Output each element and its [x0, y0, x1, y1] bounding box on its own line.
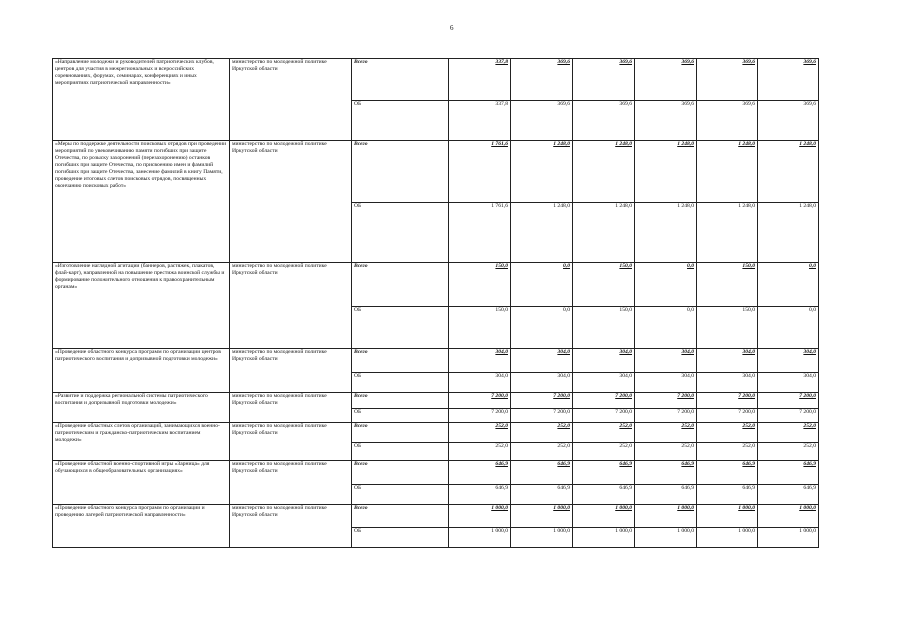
- source-value: 1 248,0: [573, 203, 635, 263]
- total-value: 7 200,0: [758, 393, 819, 409]
- source-value: 252,0: [697, 443, 758, 461]
- table-row: [53, 393, 819, 409]
- activity-name: «Развитие и поддержка региональной системы патриотического воспитания и допризывной подготовки молодежи»: [53, 393, 230, 423]
- total-value: 1 000,0: [449, 505, 511, 528]
- total-value: 252,0: [573, 423, 635, 443]
- total-value: 1 000,0: [758, 505, 819, 528]
- activity-name: «Изготовление наглядной агитации (баннеров, растяжек, плакатов, флай-карт), направленной на повышение престижа воинской службы и формирование положительного отношения к правоохранительным органам»: [53, 263, 230, 349]
- executor: министерство по молодежной политике Иркутской области: [230, 263, 352, 349]
- source-value: 337,8: [449, 101, 511, 141]
- total-value: 304,0: [573, 349, 635, 373]
- activity-name: «Меры по поддержке деятельности поисковых отрядов при проведении мероприятий по увековечиванию памяти погибших при защите Отечества, по розыску захоронений (перезахоронению) останков погибших при защите Отечества, по присвоению имен и фамилий погибших при защите Отечества, занесение фамилий в книгу Памяти, проведение итоговых слетов поисковых отрядов, посвященных окончанию поисковых работ»: [53, 141, 230, 263]
- table-row: [53, 461, 819, 485]
- source-label: ОБ: [352, 101, 449, 141]
- source-value: 369,6: [635, 101, 697, 141]
- activity-name: «Проведение областного конкурса программ по организации и проведению лагерей патриотической направленности»: [53, 505, 230, 548]
- source-value: 1 000,0: [635, 528, 697, 548]
- source-value: 1 248,0: [511, 203, 573, 263]
- source-label: ОБ: [352, 443, 449, 461]
- total-value: 1 000,0: [697, 505, 758, 528]
- total-value: 1 248,0: [758, 141, 819, 203]
- total-value: 1 000,0: [511, 505, 573, 528]
- table-row: [53, 423, 819, 443]
- total-value: 1 000,0: [573, 505, 635, 528]
- source-value: 369,6: [511, 101, 573, 141]
- total-label: Всего: [352, 349, 449, 373]
- source-value: 304,0: [758, 373, 819, 393]
- total-value: 252,0: [758, 423, 819, 443]
- total-value: 304,0: [697, 349, 758, 373]
- total-value: 369,6: [511, 59, 573, 101]
- source-value: 646,9: [697, 485, 758, 505]
- executor: министерство по молодежной политике Иркутской области: [230, 461, 352, 505]
- total-value: 0,0: [635, 263, 697, 307]
- total-value: 1 248,0: [635, 141, 697, 203]
- total-value: 1 248,0: [511, 141, 573, 203]
- total-value: 646,9: [573, 461, 635, 485]
- source-value: 1 248,0: [758, 203, 819, 263]
- total-value: 304,0: [635, 349, 697, 373]
- total-value: 646,9: [449, 461, 511, 485]
- total-value: 7 200,0: [635, 393, 697, 409]
- page-number: 6: [450, 24, 454, 32]
- total-value: 252,0: [449, 423, 511, 443]
- budget-table: [52, 58, 819, 548]
- total-label: Всего: [352, 505, 449, 528]
- total-value: 369,6: [758, 59, 819, 101]
- total-value: 1 761,6: [449, 141, 511, 203]
- activity-name: «Проведение областных слетов организаций, занимающихся военно-патриотическим и гражданско-патриотическим воспитанием молодежи»: [53, 423, 230, 461]
- source-label: ОБ: [352, 485, 449, 505]
- source-value: 304,0: [697, 373, 758, 393]
- table-row: [53, 59, 819, 101]
- source-value: 0,0: [758, 307, 819, 349]
- source-value: 646,9: [758, 485, 819, 505]
- executor: министерство по молодежной политике Иркутской области: [230, 349, 352, 393]
- total-label: Всего: [352, 393, 449, 409]
- source-value: 1 248,0: [697, 203, 758, 263]
- source-value: 304,0: [511, 373, 573, 393]
- source-value: 304,0: [449, 373, 511, 393]
- total-value: 337,8: [449, 59, 511, 101]
- source-value: 0,0: [635, 307, 697, 349]
- total-value: 1 248,0: [573, 141, 635, 203]
- source-value: 1 000,0: [697, 528, 758, 548]
- source-label: ОБ: [352, 203, 449, 263]
- source-value: 304,0: [635, 373, 697, 393]
- source-value: 7 200,0: [573, 409, 635, 423]
- total-value: 7 200,0: [449, 393, 511, 409]
- source-value: 646,9: [573, 485, 635, 505]
- total-label: Всего: [352, 59, 449, 101]
- source-value: 304,0: [573, 373, 635, 393]
- source-value: 369,6: [758, 101, 819, 141]
- total-value: 150,0: [449, 263, 511, 307]
- source-value: 369,6: [697, 101, 758, 141]
- total-value: 150,0: [697, 263, 758, 307]
- source-label: ОБ: [352, 373, 449, 393]
- activity-name: «Проведение областного конкурса программ по организации центров патриотического воспитания и допризывной подготовки молодежи»: [53, 349, 230, 393]
- total-value: 369,6: [697, 59, 758, 101]
- total-value: 646,9: [511, 461, 573, 485]
- total-value: 1 248,0: [697, 141, 758, 203]
- source-label: ОБ: [352, 528, 449, 548]
- table-row: [53, 141, 819, 203]
- total-label: Всего: [352, 423, 449, 443]
- total-value: 7 200,0: [511, 393, 573, 409]
- total-value: 304,0: [511, 349, 573, 373]
- source-value: 1 248,0: [635, 203, 697, 263]
- source-value: 0,0: [511, 307, 573, 349]
- source-label: ОБ: [352, 409, 449, 423]
- source-value: 150,0: [449, 307, 511, 349]
- source-value: 1 000,0: [573, 528, 635, 548]
- total-value: 1 000,0: [635, 505, 697, 528]
- source-value: 646,9: [635, 485, 697, 505]
- source-value: 252,0: [449, 443, 511, 461]
- total-value: 150,0: [573, 263, 635, 307]
- source-value: 7 200,0: [449, 409, 511, 423]
- source-value: 7 200,0: [758, 409, 819, 423]
- activity-name: «Направление молодежи и руководителей патриотических клубов, центров для участия в межрегиональных и всероссийских соревнованиях, форумах, семинарах, конференциях и иных мероприятиях патриотической направленности»: [53, 59, 230, 141]
- executor: министерство по молодежной политике Иркутской области: [230, 59, 352, 141]
- total-value: 252,0: [635, 423, 697, 443]
- source-value: 252,0: [758, 443, 819, 461]
- source-value: 252,0: [511, 443, 573, 461]
- source-value: 150,0: [697, 307, 758, 349]
- total-value: 646,9: [758, 461, 819, 485]
- total-value: 304,0: [449, 349, 511, 373]
- total-value: 0,0: [511, 263, 573, 307]
- total-label: Всего: [352, 461, 449, 485]
- total-value: 0,0: [758, 263, 819, 307]
- table-row: [53, 263, 819, 307]
- total-value: 369,6: [635, 59, 697, 101]
- total-value: 7 200,0: [697, 393, 758, 409]
- executor: министерство по молодежной политике Иркутской области: [230, 505, 352, 548]
- source-value: 646,9: [449, 485, 511, 505]
- source-value: 1 000,0: [511, 528, 573, 548]
- source-value: 150,0: [573, 307, 635, 349]
- source-value: 7 200,0: [635, 409, 697, 423]
- source-value: 7 200,0: [697, 409, 758, 423]
- total-value: 304,0: [758, 349, 819, 373]
- total-label: Всего: [352, 141, 449, 203]
- executor: министерство по молодежной политике Иркутской области: [230, 393, 352, 423]
- source-value: 252,0: [573, 443, 635, 461]
- total-value: 369,6: [573, 59, 635, 101]
- table-row: [53, 349, 819, 373]
- total-label: Всего: [352, 263, 449, 307]
- executor: министерство по молодежной политике Иркутской области: [230, 141, 352, 263]
- source-value: 369,6: [573, 101, 635, 141]
- activity-name: «Проведение областной военно-спортивной игры «Зарница» для обучающихся в общеобразовательных организациях»: [53, 461, 230, 505]
- table-row: [53, 505, 819, 528]
- total-value: 252,0: [697, 423, 758, 443]
- total-value: 646,9: [697, 461, 758, 485]
- executor: министерство по молодежной политике Иркутской области: [230, 423, 352, 461]
- total-value: 7 200,0: [573, 393, 635, 409]
- source-value: 252,0: [635, 443, 697, 461]
- source-value: 1 000,0: [449, 528, 511, 548]
- source-value: 1 761,6: [449, 203, 511, 263]
- total-value: 252,0: [511, 423, 573, 443]
- source-label: ОБ: [352, 307, 449, 349]
- total-value: 646,9: [635, 461, 697, 485]
- source-value: 1 000,0: [758, 528, 819, 548]
- source-value: 7 200,0: [511, 409, 573, 423]
- source-value: 646,9: [511, 485, 573, 505]
